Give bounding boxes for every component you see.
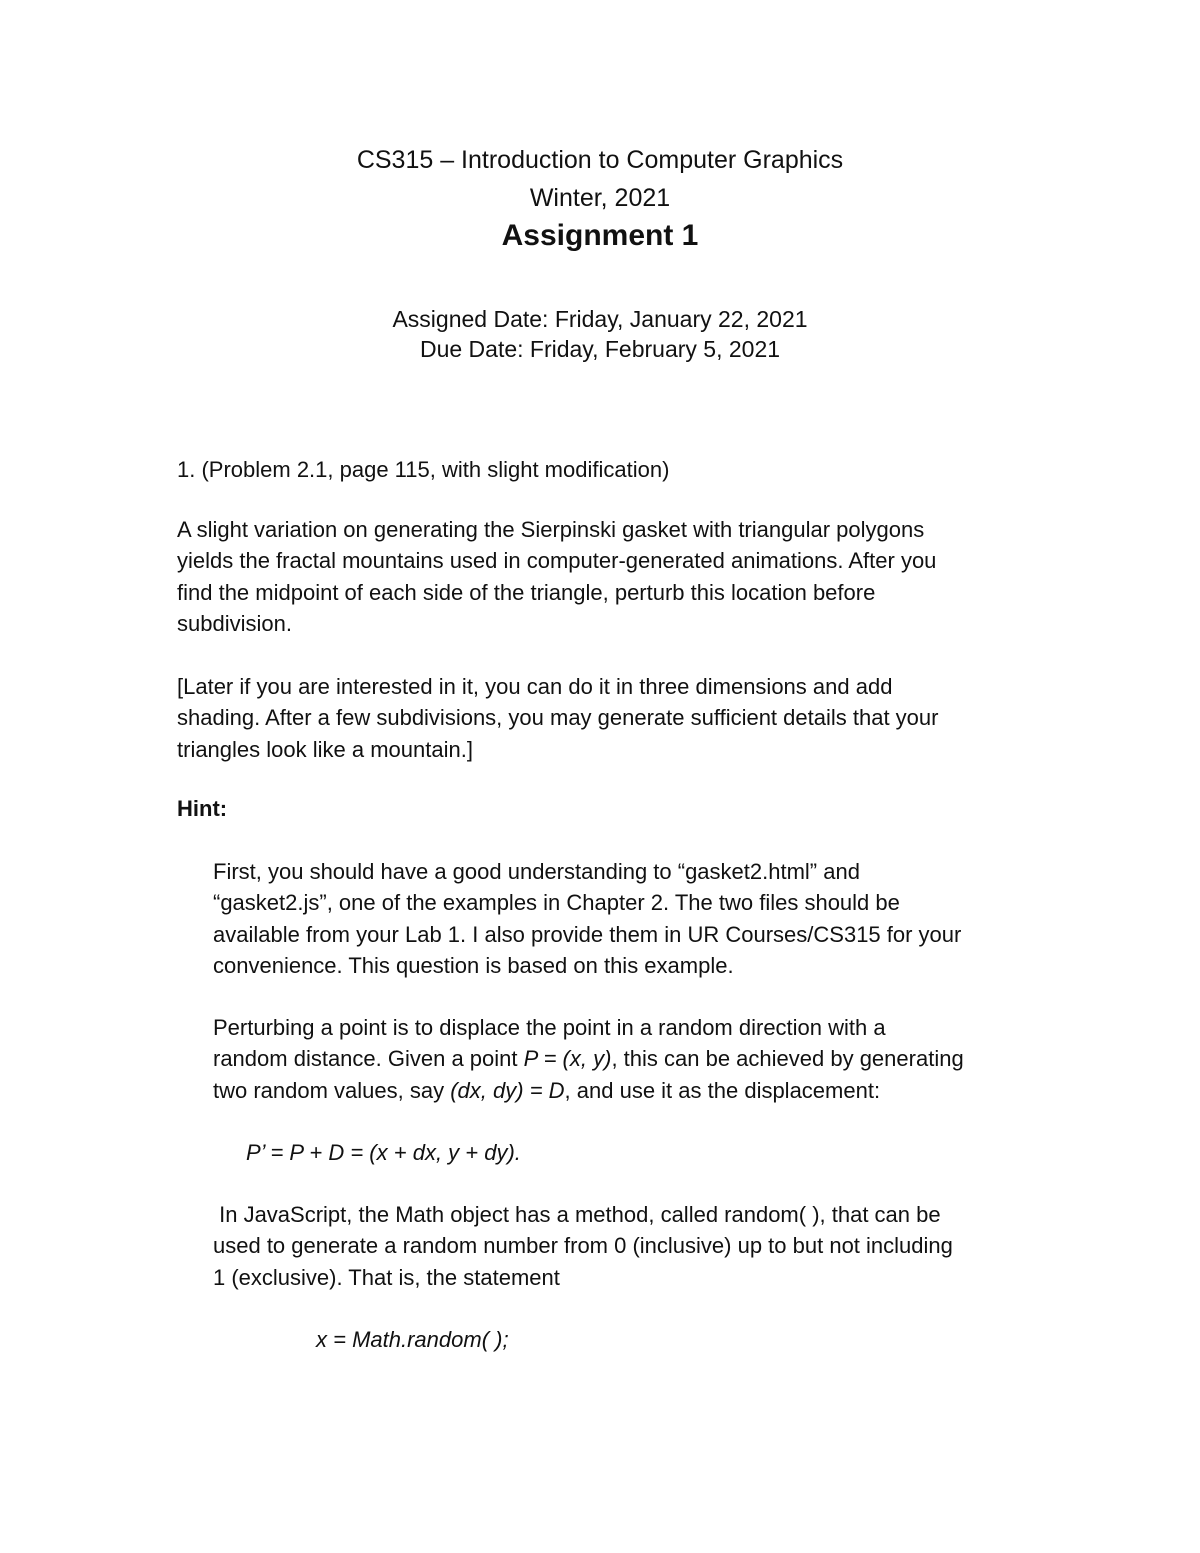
- note-line: shading. After a few subdivisions, you may generate sufficient details that your: [177, 705, 939, 731]
- course-title: CS315 – Introduction to Computer Graphics: [356, 146, 844, 174]
- optional-extension-note: [177, 671, 938, 765]
- perturb-text: , and use it as the displacement:: [564, 1077, 881, 1103]
- hint-first-paragraph: [213, 856, 961, 982]
- js-line: used to generate a random number from 0 (inclusive) up to but not including: [213, 1233, 953, 1259]
- hint-line: “gasket2.js”, one of the examples in Chapter 2. The two files should be: [213, 890, 900, 916]
- displacement-expression: (dx, dy) = D: [450, 1077, 565, 1103]
- perturb-line: Perturbing a point is to displace the point in a random direction with a: [213, 1015, 886, 1040]
- displacement-formula: P’ = P + D = (x + dx, y + dy).: [246, 1140, 521, 1165]
- assignment-title: Assignment 1: [501, 219, 699, 252]
- perturb-line: [213, 1043, 964, 1074]
- description-line: find the midpoint of each side of the triangle, perturb this location before: [177, 579, 876, 605]
- perturb-text: two random values, say: [213, 1077, 451, 1103]
- note-line: triangles look like a mountain.]: [177, 736, 473, 762]
- description-line: subdivision.: [177, 611, 292, 637]
- description-line: A slight variation on generating the Sierpinski gasket with triangular polygons: [177, 517, 925, 542]
- hint-heading: Hint:: [177, 796, 228, 821]
- js-line: 1 (exclusive). That is, the statement: [213, 1264, 560, 1290]
- hint-line: First, you should have a good understanding to “gasket2.html” and: [213, 859, 860, 884]
- problem-title: 1. (Problem 2.1, page 115, with slight modification): [177, 457, 670, 482]
- javascript-paragraph: [213, 1199, 953, 1293]
- hint-line: convenience. This question is based on this example.: [213, 953, 734, 979]
- point-expression: P = (x, y): [523, 1046, 612, 1072]
- perturb-text: , this can be achieved by generating: [611, 1046, 964, 1072]
- note-line: [Later if you are interested in it, you can do it in three dimensions and add: [177, 674, 893, 699]
- perturb-line: [213, 1075, 964, 1106]
- due-date: Due Date: Friday, February 5, 2021: [419, 336, 781, 362]
- hint-line: available from your Lab 1. I also provide them in UR Courses/CS315 for your: [213, 921, 962, 947]
- code-statement: x = Math.random( );: [316, 1327, 509, 1352]
- term: Winter, 2021: [529, 184, 671, 212]
- problem-description: [177, 514, 936, 640]
- assigned-date: Assigned Date: Friday, January 22, 2021: [392, 306, 808, 332]
- perturb-text: random distance. Given a point: [213, 1046, 524, 1072]
- description-line: yields the fractal mountains used in computer-generated animations. After you: [177, 548, 937, 574]
- perturb-paragraph: [213, 1012, 964, 1106]
- js-line: In JavaScript, the Math object has a method, called random( ), that can be: [213, 1202, 941, 1227]
